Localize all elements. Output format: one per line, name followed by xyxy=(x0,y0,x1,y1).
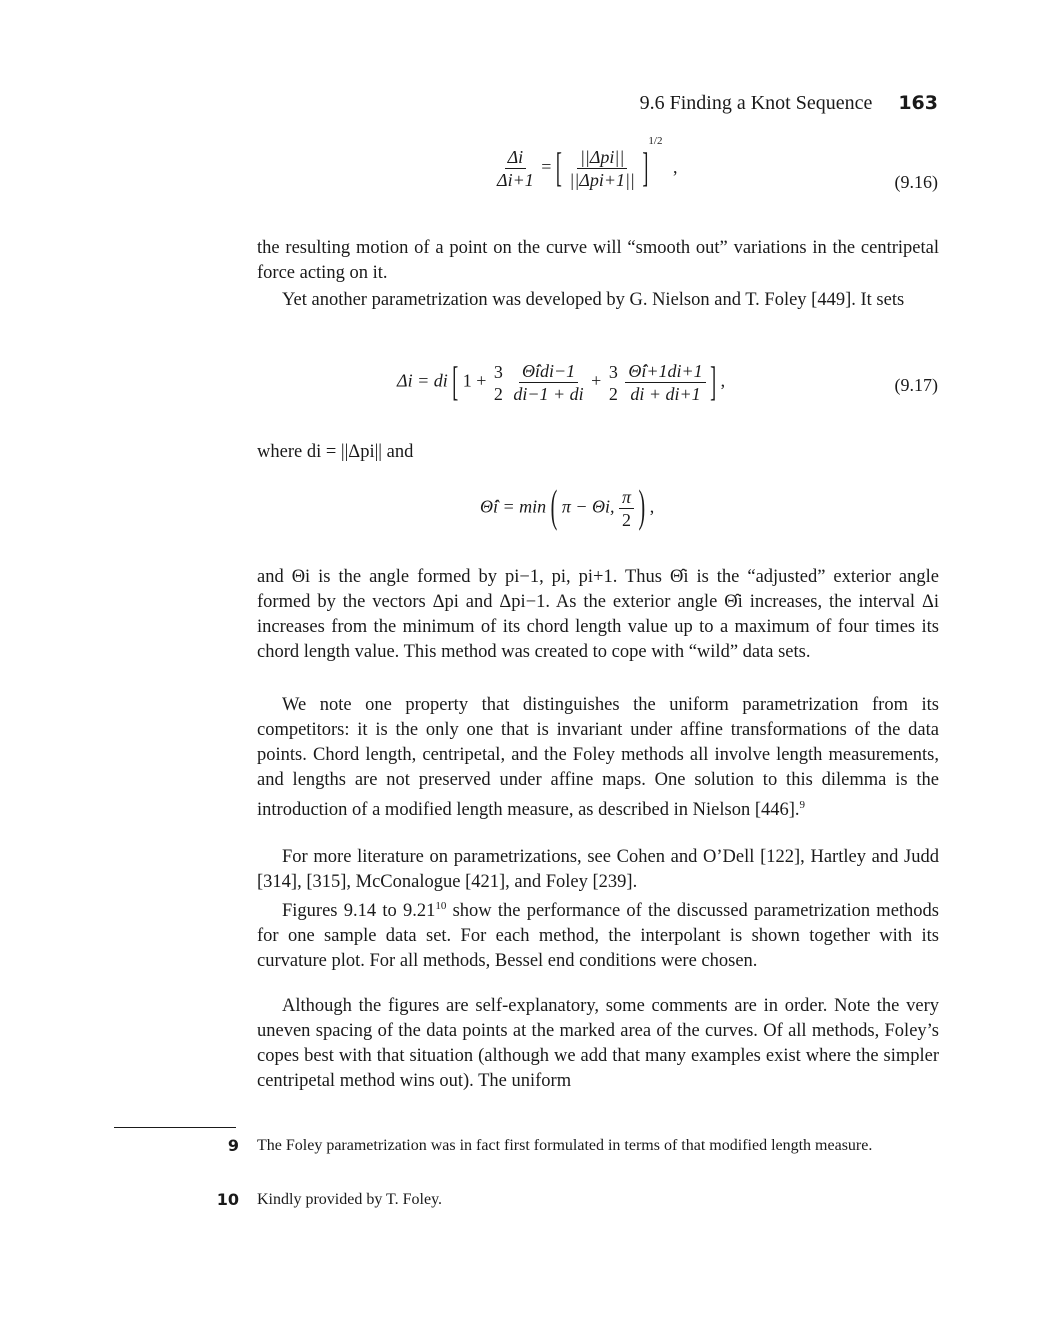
right-paren: ) xyxy=(638,482,646,533)
paragraph-5: We note one property that distinguishes the uniform parametrization from its competitors: it is the only one that is invariant under affine transformations of the data points. Chord length, centripetal, and the Foley methods all involve length measurements, and lengths are not preserved under affine maps. One solution to this dilemma is the introduction of a modified length measure, as described in Nielson [446].$^9$ xyxy=(257,695,939,821)
right-bracket: ] xyxy=(642,144,649,191)
right-bracket: ] xyxy=(710,358,717,405)
eq916-rhs-fraction: $\frac{\text{||Δpi||}}{\text{||Δpi+1||}}$ xyxy=(569,147,635,190)
section-title: 9.6 Finding a Knot Sequence xyxy=(639,92,873,114)
pi-over-two: $\frac{\pi}{2}$ xyxy=(619,486,634,531)
paragraph-3: where di = ||Δpi|| and xyxy=(257,442,414,462)
paragraph-7: Figures 9.14 to 9.21$^{10}$ show the performance of the discussed parametrization methods for one sample data set. For each method, the interpolant is shown together with its curvature plot. For all methods, Bessel end conditions were chosen. xyxy=(257,900,940,972)
equation-number-9-16: (9.16) xyxy=(894,172,938,192)
page-number: 163 xyxy=(898,92,938,114)
equation-theta-hat: Θ̂i = min ( π − Θi, $\frac{\pi}{2}$ ) , xyxy=(480,486,654,531)
left-bracket: [ xyxy=(555,144,562,191)
left-paren: ( xyxy=(550,482,558,533)
paragraph-8: Although the figures are self-explanatory, some comments are in order. Note the very uneven spacing of the data points at the marked area of the curves. Of all methods, Foley’s copes best with that situation (although we add that many examples exist where the simpler centripetal method wins out). The uniform xyxy=(257,996,939,1091)
equation-9-16: $\frac{\Delta i}{\Delta i+1}$ = [ $\frac{\text{||Δpi||}}{\text{||Δpi+1||}}$ ]$^{1/2}$ , xyxy=(494,146,677,191)
footnote-9-number: 9 xyxy=(227,1136,239,1155)
footnote-9-text: The Foley parametrization was in fact first formulated in terms of that modified length measure. xyxy=(257,1137,873,1154)
footnote-10-text: Kindly provided by T. Foley. xyxy=(257,1191,443,1208)
equation-number-9-17: (9.17) xyxy=(894,375,938,395)
footnote-10-number: 10 xyxy=(216,1190,239,1209)
equation-9-17: Δi = di [ 1 + 3 2 $\frac{\text{Θ̂idi−1}}{di-1 + di}$ + 3 2 $\frac{\Thetâi+1di+1}{di + di+1}$ ] , xyxy=(397,360,725,405)
eq917-term1-fraction: $\frac{\text{Θ̂idi−1}}{di-1 + di}$ xyxy=(513,361,584,404)
eq916-lhs-fraction: $\frac{\Delta i}{\Delta i+1}$ xyxy=(497,147,534,190)
left-bracket: [ xyxy=(452,358,459,405)
footnote-rule xyxy=(114,1127,236,1128)
paragraph-4: and Θi is the angle formed by pi−1, pi, pi+1. Thus Θ̂i is the “adjusted” exterior angle formed by the vectors Δpi and Δpi−1. As the exterior angle Θ̂i increases, the interval Δi increases from the minimum of its chord length value up to a maximum of four times its chord length value. This method was created to cope with “wild” data sets. xyxy=(257,567,939,662)
paragraph-6: For more literature on parametrizations, see Cohen and O’Dell [122], Hartley and Judd [314], [315], McConalogue [421], and Foley [239]. xyxy=(257,847,939,892)
eq917-term2-fraction: $\frac{\Thetâi+1di+1}{di + di+1}$ xyxy=(625,360,705,405)
running-header xyxy=(0,92,938,115)
paragraph-1: the resulting motion of a point on the curve will “smooth out” variations in the centripetal force acting on it. xyxy=(257,238,939,283)
paragraph-2: Yet another parametrization was developed by G. Nielson and T. Foley [449]. It sets xyxy=(282,290,905,310)
